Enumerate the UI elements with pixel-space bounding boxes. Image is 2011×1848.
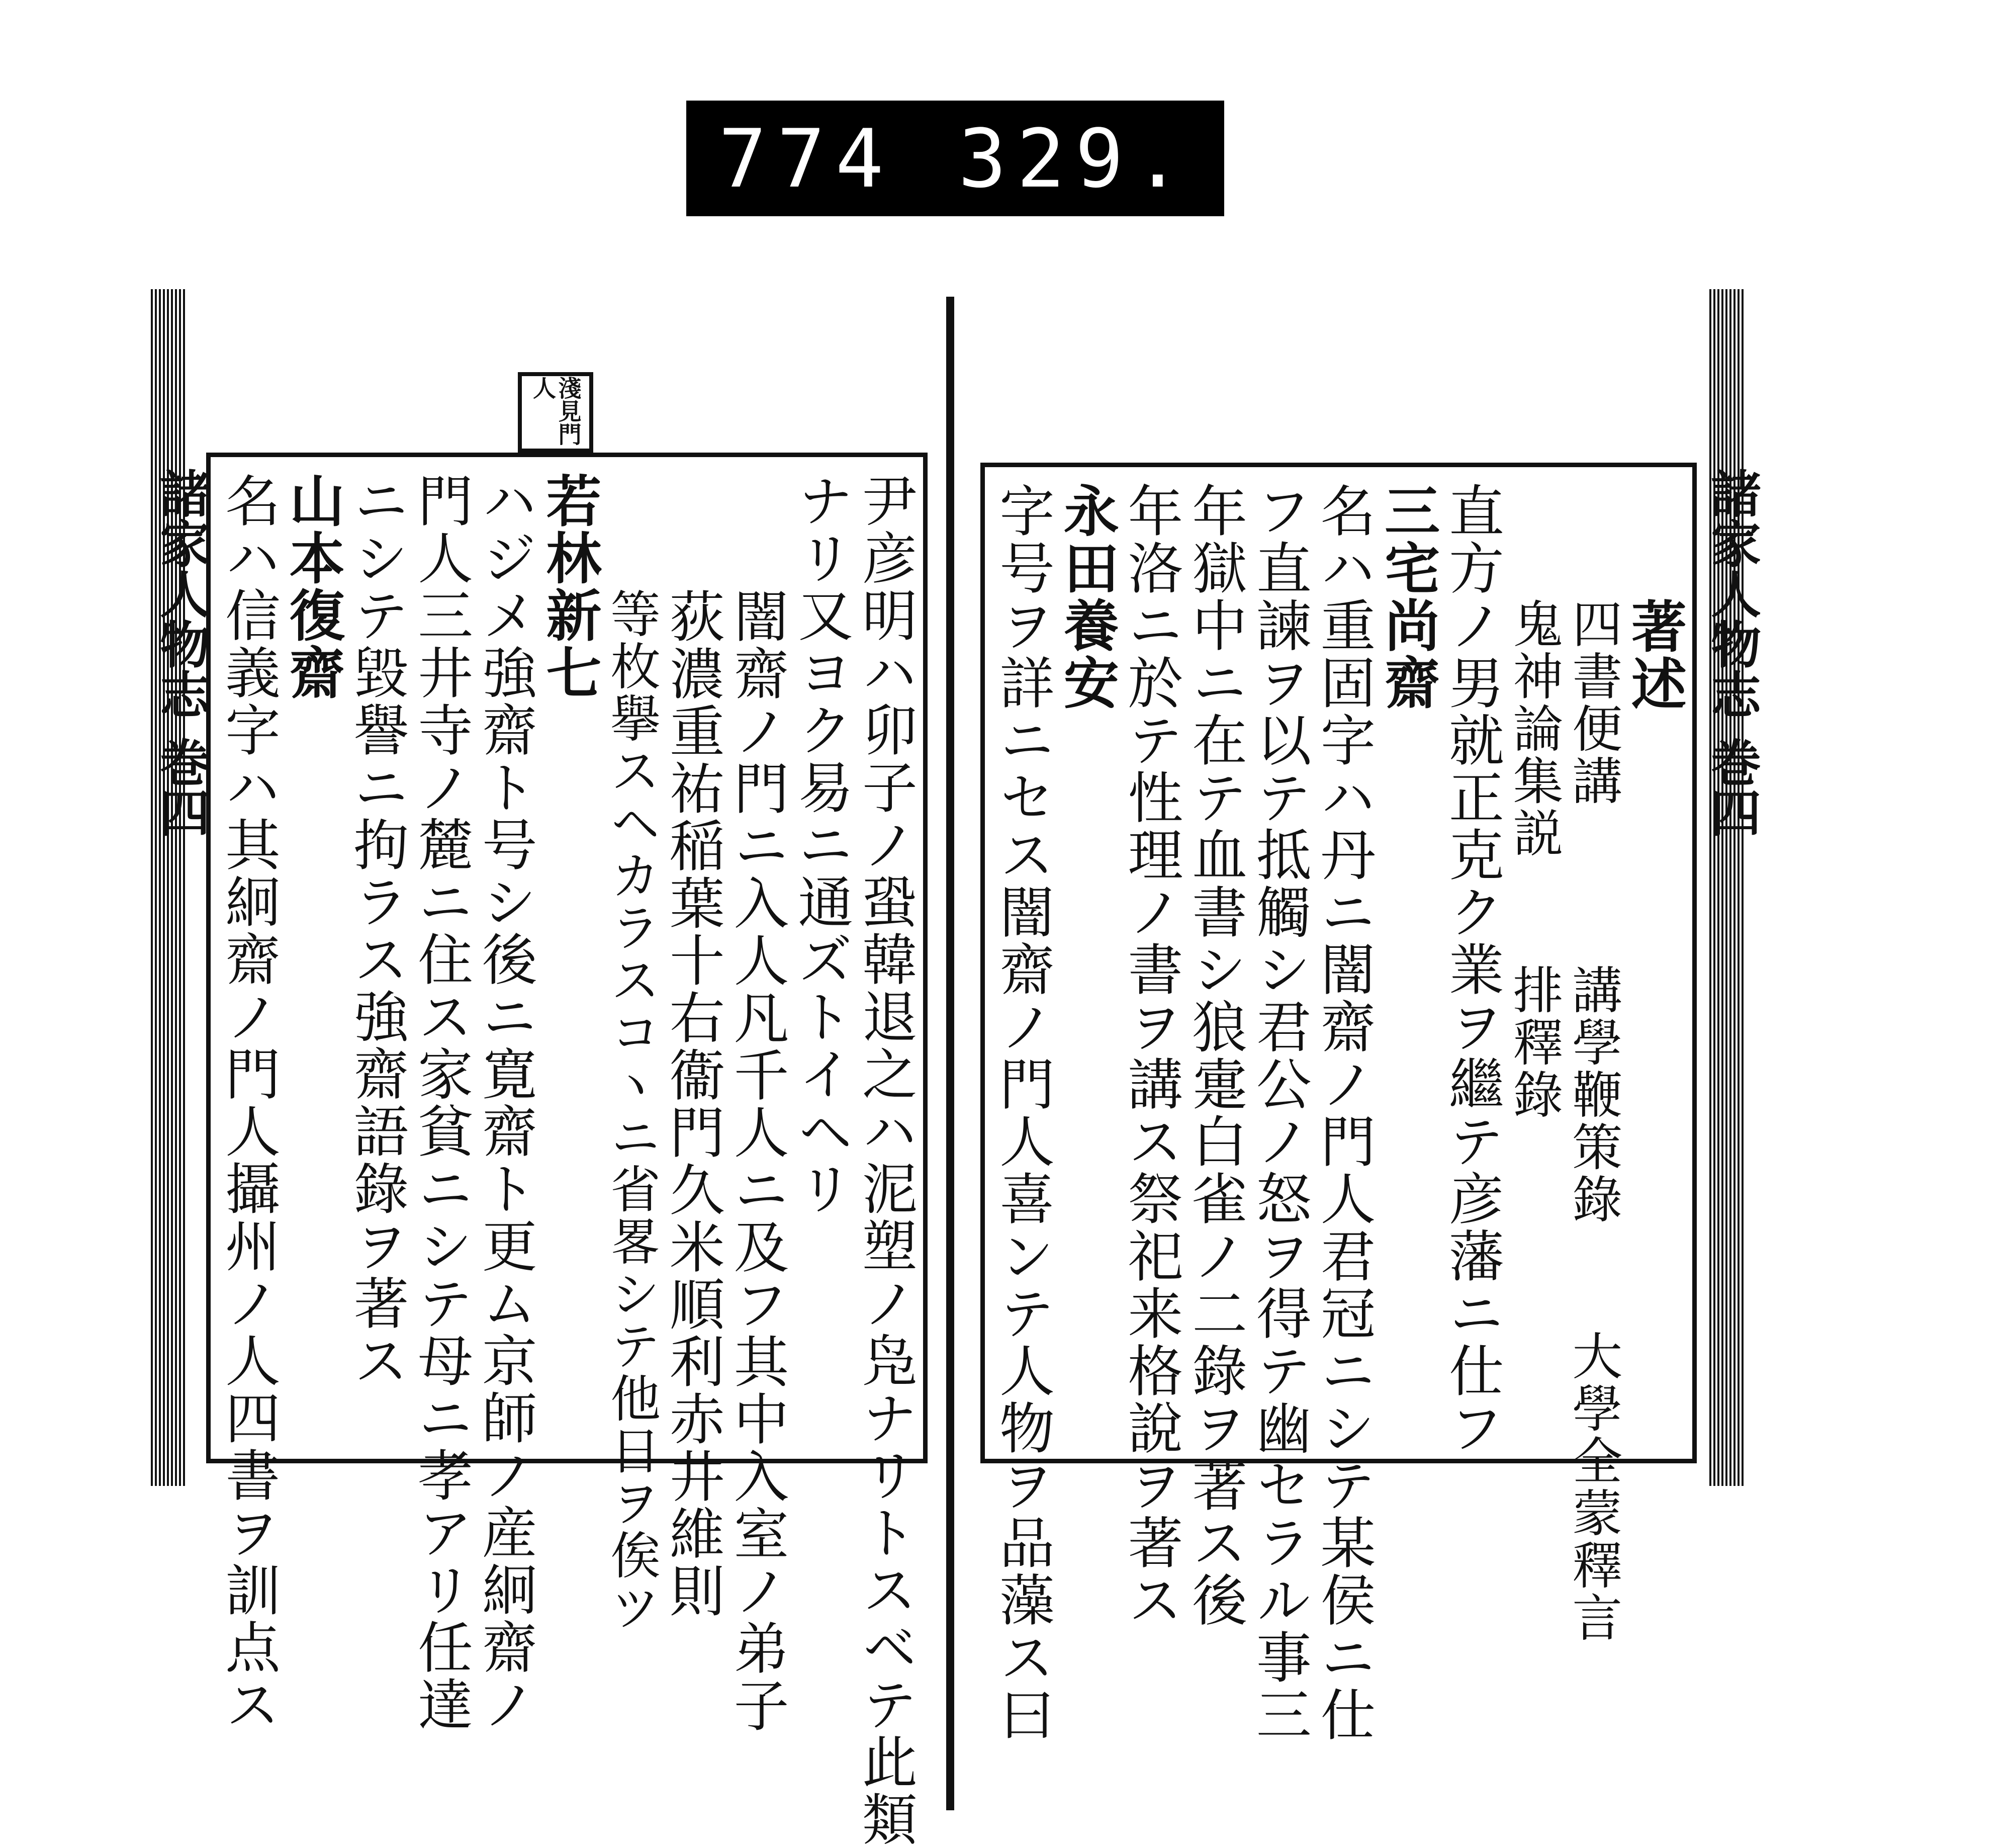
text-column: ハジメ強齋ト号シ後ニ寛齋ト更ム京師ノ産絅齋ノ bbox=[473, 472, 537, 1733]
text-column: 鬼神論集説 排釋錄 bbox=[1504, 598, 1564, 1121]
right-page-columns bbox=[990, 482, 1687, 1743]
text-column: 闇齋ノ門ニ入人凡千人ニ及フ其中入室ノ弟子 bbox=[724, 588, 789, 1734]
text-column: 尹彦明ハ卯子ノ蛩韓退之ハ泥塑ノ凫ナリトスベテ此類 bbox=[853, 472, 918, 1848]
seal-stamp: 淺見門人 bbox=[518, 372, 593, 453]
text-column: 著述 bbox=[1622, 598, 1687, 713]
text-column: 直方ノ男就正克ク業ヲ繼テ彦藩ニ仕フ bbox=[1439, 482, 1504, 1457]
text-column: ニシテ毀譽ニ拘ラス強齋語錄ヲ著ス bbox=[344, 472, 409, 1389]
text-column: 年獄中ニ在テ血書シ狼疐白雀ノ二錄ヲ著ス後 bbox=[1183, 482, 1248, 1629]
text-column: 等枚擧スヘカラスコヽニ省畧シテ他日ヲ俟ツ bbox=[602, 588, 661, 1634]
text-column: 永田養安 bbox=[1054, 482, 1120, 712]
text-column: 門人三井寺ノ麓ニ住ス家貧ニシテ母ニ孝アリ任達 bbox=[409, 472, 474, 1733]
left-margin-title: 諸家人物志 巻四 bbox=[151, 468, 211, 837]
text-column: 若林新七 bbox=[537, 472, 602, 701]
right-margin-title: 諸家人物志 巻四 bbox=[1702, 468, 1762, 837]
left-page-columns bbox=[216, 472, 918, 1848]
text-column: 字号ヲ詳ニセス闇齋ノ門人喜ンテ人物ヲ品藻ス曰 bbox=[990, 482, 1055, 1743]
text-column: フ直諫ヲ以テ抵觸シ君公ノ怒ヲ得テ幽セラル事三 bbox=[1247, 482, 1312, 1743]
text-column: 山本復齋 bbox=[280, 472, 345, 701]
text-column: ナリ又ヨク易ニ通ズトイヘリ bbox=[789, 472, 854, 1217]
book-spine bbox=[946, 297, 954, 1810]
catalog-number-left: 774 bbox=[718, 111, 894, 206]
right-page-frame bbox=[980, 463, 1697, 1743]
catalog-number-right: 329. bbox=[958, 111, 1193, 206]
text-column: 年洛ニ於テ性理ノ書ヲ講ス祭祀来格說ヲ著ス bbox=[1119, 482, 1183, 1629]
text-column: 名ハ重固字ハ丹ニ闇齋ノ門人君冠ニシテ某侯ニ仕 bbox=[1311, 482, 1376, 1743]
text-column: 荻濃重祐稲葉十右衞門久米順利赤井維則 bbox=[660, 588, 725, 1620]
catalog-label bbox=[686, 101, 1224, 216]
text-column: 三宅尚齋 bbox=[1376, 482, 1441, 712]
text-column: 四書便講 講學鞭策錄 大學全蒙釋言 bbox=[1564, 598, 1623, 1644]
text-column: 名ハ信義字ハ其絅齋ノ門人攝州ノ人四書ヲ訓点ス bbox=[216, 472, 281, 1733]
left-page-frame bbox=[206, 453, 928, 1848]
